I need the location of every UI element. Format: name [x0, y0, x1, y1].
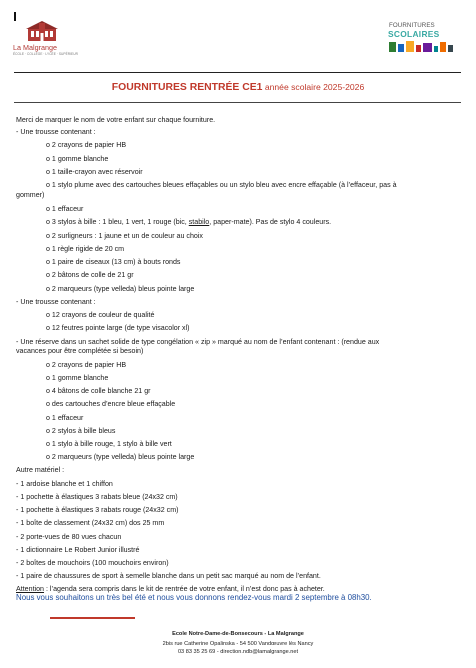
title-main: FOURNITURES RENTRÉE CE1 — [111, 82, 263, 93]
list-item: o 2 marqueurs (type velleda) bleus pointe large — [46, 285, 195, 293]
list-item: - 1 pochette à élastiques 3 rabats bleue (24x32 cm) — [16, 493, 178, 501]
intro-text: Merci de marquer le nom de votre enfant sur chaque fourniture. — [16, 116, 216, 124]
supplier-logo-line1: FOURNITURES — [389, 22, 435, 29]
list-item: o des cartouches d’encre bleue effaçable — [46, 400, 176, 408]
list-item: o 12 crayons de couleur de qualité — [46, 311, 155, 319]
list-item: o 4 bâtons de colle blanche 21 gr — [46, 387, 151, 395]
school-logo-tagline: ÉCOLE · COLLÈGE · LYCÉE · SUPÉRIEUR — [13, 52, 78, 56]
list-item: o 2 bâtons de colle de 21 gr — [46, 271, 134, 279]
supplier-logo-line2: SCOLAIRES — [388, 29, 440, 39]
supplier-logo — [388, 22, 454, 56]
footer-accent-rule — [50, 617, 135, 619]
list-item: - 1 pochette à élastiques 3 rabats rouge (24x32 cm) — [16, 506, 179, 514]
reserve-heading-continuation: vacances pour être complétée si besoin) — [16, 347, 144, 355]
trousse1-heading: - Une trousse contenant : — [16, 128, 96, 136]
footer-address: 2bis rue Catherine Opalinska - 54 500 Vandœuvre lès Nancy — [162, 641, 314, 647]
list-item: o 2 surligneurs : 1 jaune et un de couleur au choix — [46, 232, 203, 240]
list-item-text: , paper-mate). Pas de stylo 4 couleurs. — [209, 218, 332, 226]
list-item: - 1 ardoise blanche et 1 chiffon — [16, 480, 113, 488]
autre-materiel-heading: Autre matériel : — [16, 466, 65, 474]
footer-school-name: Ecole Notre-Dame-de-Bonsecours - La Malgrange — [172, 631, 304, 637]
list-item: o 2 crayons de papier HB — [46, 361, 127, 369]
list-item: o 2 crayons de papier HB — [46, 141, 127, 149]
list-item-continuation: gommer) — [16, 191, 45, 199]
list-item: - 2 porte-vues de 80 vues chacun — [16, 533, 122, 541]
document-title — [0, 82, 476, 93]
list-item: - 1 paire de chaussures de sport à semelle blanche dans un petit sac marqué au nom de l’enfant. — [16, 572, 321, 580]
attention-label: Attention — [16, 585, 45, 593]
list-item: o 1 paire de ciseaux (13 cm) à bouts ronds — [46, 258, 181, 266]
list-item: o 1 effaceur — [46, 205, 84, 213]
attention-text: : l’agenda sera compris dans le kit de rentrée de votre enfant, il n’est donc pas à acheter. — [44, 585, 325, 593]
list-item: - 1 boîte de classement (24x32 cm) dos 25 mm — [16, 519, 165, 527]
list-item: o 2 stylos à bille bleus — [46, 427, 116, 435]
title-divider — [14, 102, 461, 103]
list-item-text: o 3 stylos à bille : 1 bleu, 1 vert, 1 rouge (bic, — [46, 218, 189, 226]
closing-message: Nous vous souhaitons un très bel été et nous vous donnons rendez-vous mardi 2 septembre à 08h30. — [16, 593, 372, 602]
list-item: o 1 stylo plume avec des cartouches bleues effaçables ou un stylo bleu avec encre effaçable (à l’effaceur, pas à — [46, 181, 397, 189]
list-item: o 1 gomme blanche — [46, 155, 109, 163]
reserve-heading: - Une réserve dans un sachet solide de type congélation « zip » marqué au nom de l’enfant contenant : (rendue aux — [16, 338, 380, 346]
building-logo-icon — [24, 20, 60, 42]
list-item: o 1 effaceur — [46, 414, 84, 422]
list-item: o 1 gomme blanche — [46, 374, 109, 382]
header-divider — [14, 72, 461, 73]
title-school-year: année scolaire 2025-2026 — [262, 82, 365, 92]
list-item: - 2 boîtes de mouchoirs (100 mouchoirs environ) — [16, 559, 169, 567]
list-item: o 2 marqueurs (type velleda) bleus pointe large — [46, 453, 195, 461]
school-supplies-icon — [389, 40, 453, 52]
school-logo-name: La Malgrange — [13, 43, 57, 52]
underlined-brand: stabilo — [188, 218, 210, 226]
list-item: o 1 taille-crayon avec réservoir — [46, 168, 143, 176]
list-item: o 12 feutres pointe large (de type visacolor xl) — [46, 324, 190, 332]
list-item: o 1 stylo à bille rouge, 1 stylo à bille vert — [46, 440, 172, 448]
footer-contact: 03 83 35 25 69 - direction.ndb@lamalgrange.net — [177, 649, 299, 655]
school-logo — [13, 20, 78, 64]
trousse2-heading: - Une trousse contenant : — [16, 298, 96, 306]
list-item: o 1 règle rigide de 20 cm — [46, 245, 125, 253]
list-item — [46, 217, 331, 227]
list-item: - 1 dictionnaire Le Robert Junior illustré — [16, 546, 140, 554]
